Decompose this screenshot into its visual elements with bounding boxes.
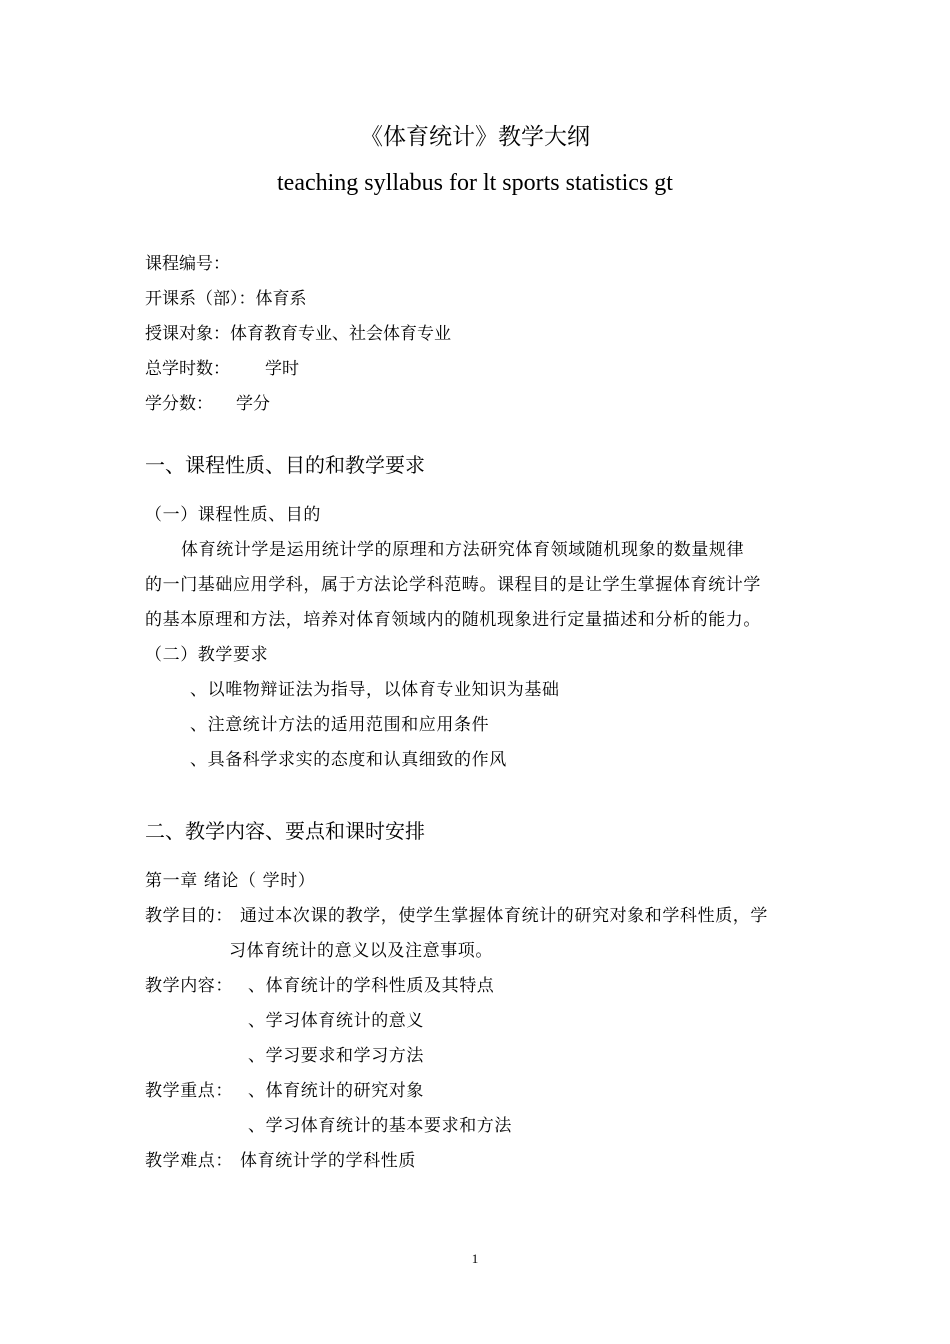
difficulty-text: 体育统计学的学科性质 [240, 1151, 416, 1171]
paragraph-line-1: 体育统计学是运用统计学的原理和方法研究体育领域随机现象的数量规律 [181, 540, 745, 560]
section-2-heading: 二、教学内容、要点和课时安排 [145, 819, 425, 843]
requirement-item-1: 、以唯物辩证法为指导，以体育专业知识为基础 [190, 680, 560, 700]
subsection-2-title: （二）教学要求 [145, 645, 269, 665]
difficulty-label: 教学难点： [145, 1151, 233, 1171]
total-hours-unit: 学时 [265, 359, 299, 379]
section-1-heading: 一、课程性质、目的和教学要求 [145, 453, 425, 477]
requirement-item-3: 、具备科学求实的态度和认真细致的作风 [190, 750, 507, 770]
content-item-3: 、学习要求和学习方法 [248, 1046, 424, 1066]
content-item-2: 、学习体育统计的意义 [248, 1011, 424, 1031]
paragraph-line-2: 的一门基础应用学科，属于方法论学科范畴。课程目的是让学生掌握体育统计学 [145, 575, 761, 595]
total-hours-label: 总学时数： [145, 359, 230, 379]
teaching-content-label: 教学内容： [145, 976, 233, 996]
document-subtitle-english: teaching syllabus for lt sports statistics gt [277, 170, 673, 196]
document-title: 《体育统计》教学大纲 [360, 124, 590, 150]
page-number: 1 [471, 1251, 479, 1266]
teaching-goal-line-2: 习体育统计的意义以及注意事项。 [229, 941, 493, 961]
key-point-item-1: 、体育统计的研究对象 [248, 1081, 424, 1101]
credits-unit: 学分 [236, 394, 270, 414]
audience-line: 授课对象：体育教育专业、社会体育专业 [145, 324, 451, 344]
teaching-goal-label: 教学目的： [145, 906, 233, 926]
key-points-label: 教学重点： [145, 1081, 233, 1101]
paragraph-line-3: 的基本原理和方法，培养对体育领域内的随机现象进行定量描述和分析的能力。 [145, 610, 761, 630]
key-point-item-2: 、学习体育统计的基本要求和方法 [248, 1116, 512, 1136]
credits-label: 学分数： [145, 394, 213, 414]
subsection-1-title: （一）课程性质、目的 [145, 505, 321, 525]
requirement-item-2: 、注意统计方法的适用范围和应用条件 [190, 715, 490, 735]
course-code-line: 课程编号： [145, 254, 230, 274]
content-item-1: 、体育统计的学科性质及其特点 [248, 976, 495, 996]
chapter-1-title: 第一章 绪论（ 学时） [145, 871, 316, 891]
department-line: 开课系（部）：体育系 [145, 289, 307, 309]
teaching-goal-line-1: 通过本次课的教学，使学生掌握体育统计的研究对象和学科性质，学 [240, 906, 768, 926]
